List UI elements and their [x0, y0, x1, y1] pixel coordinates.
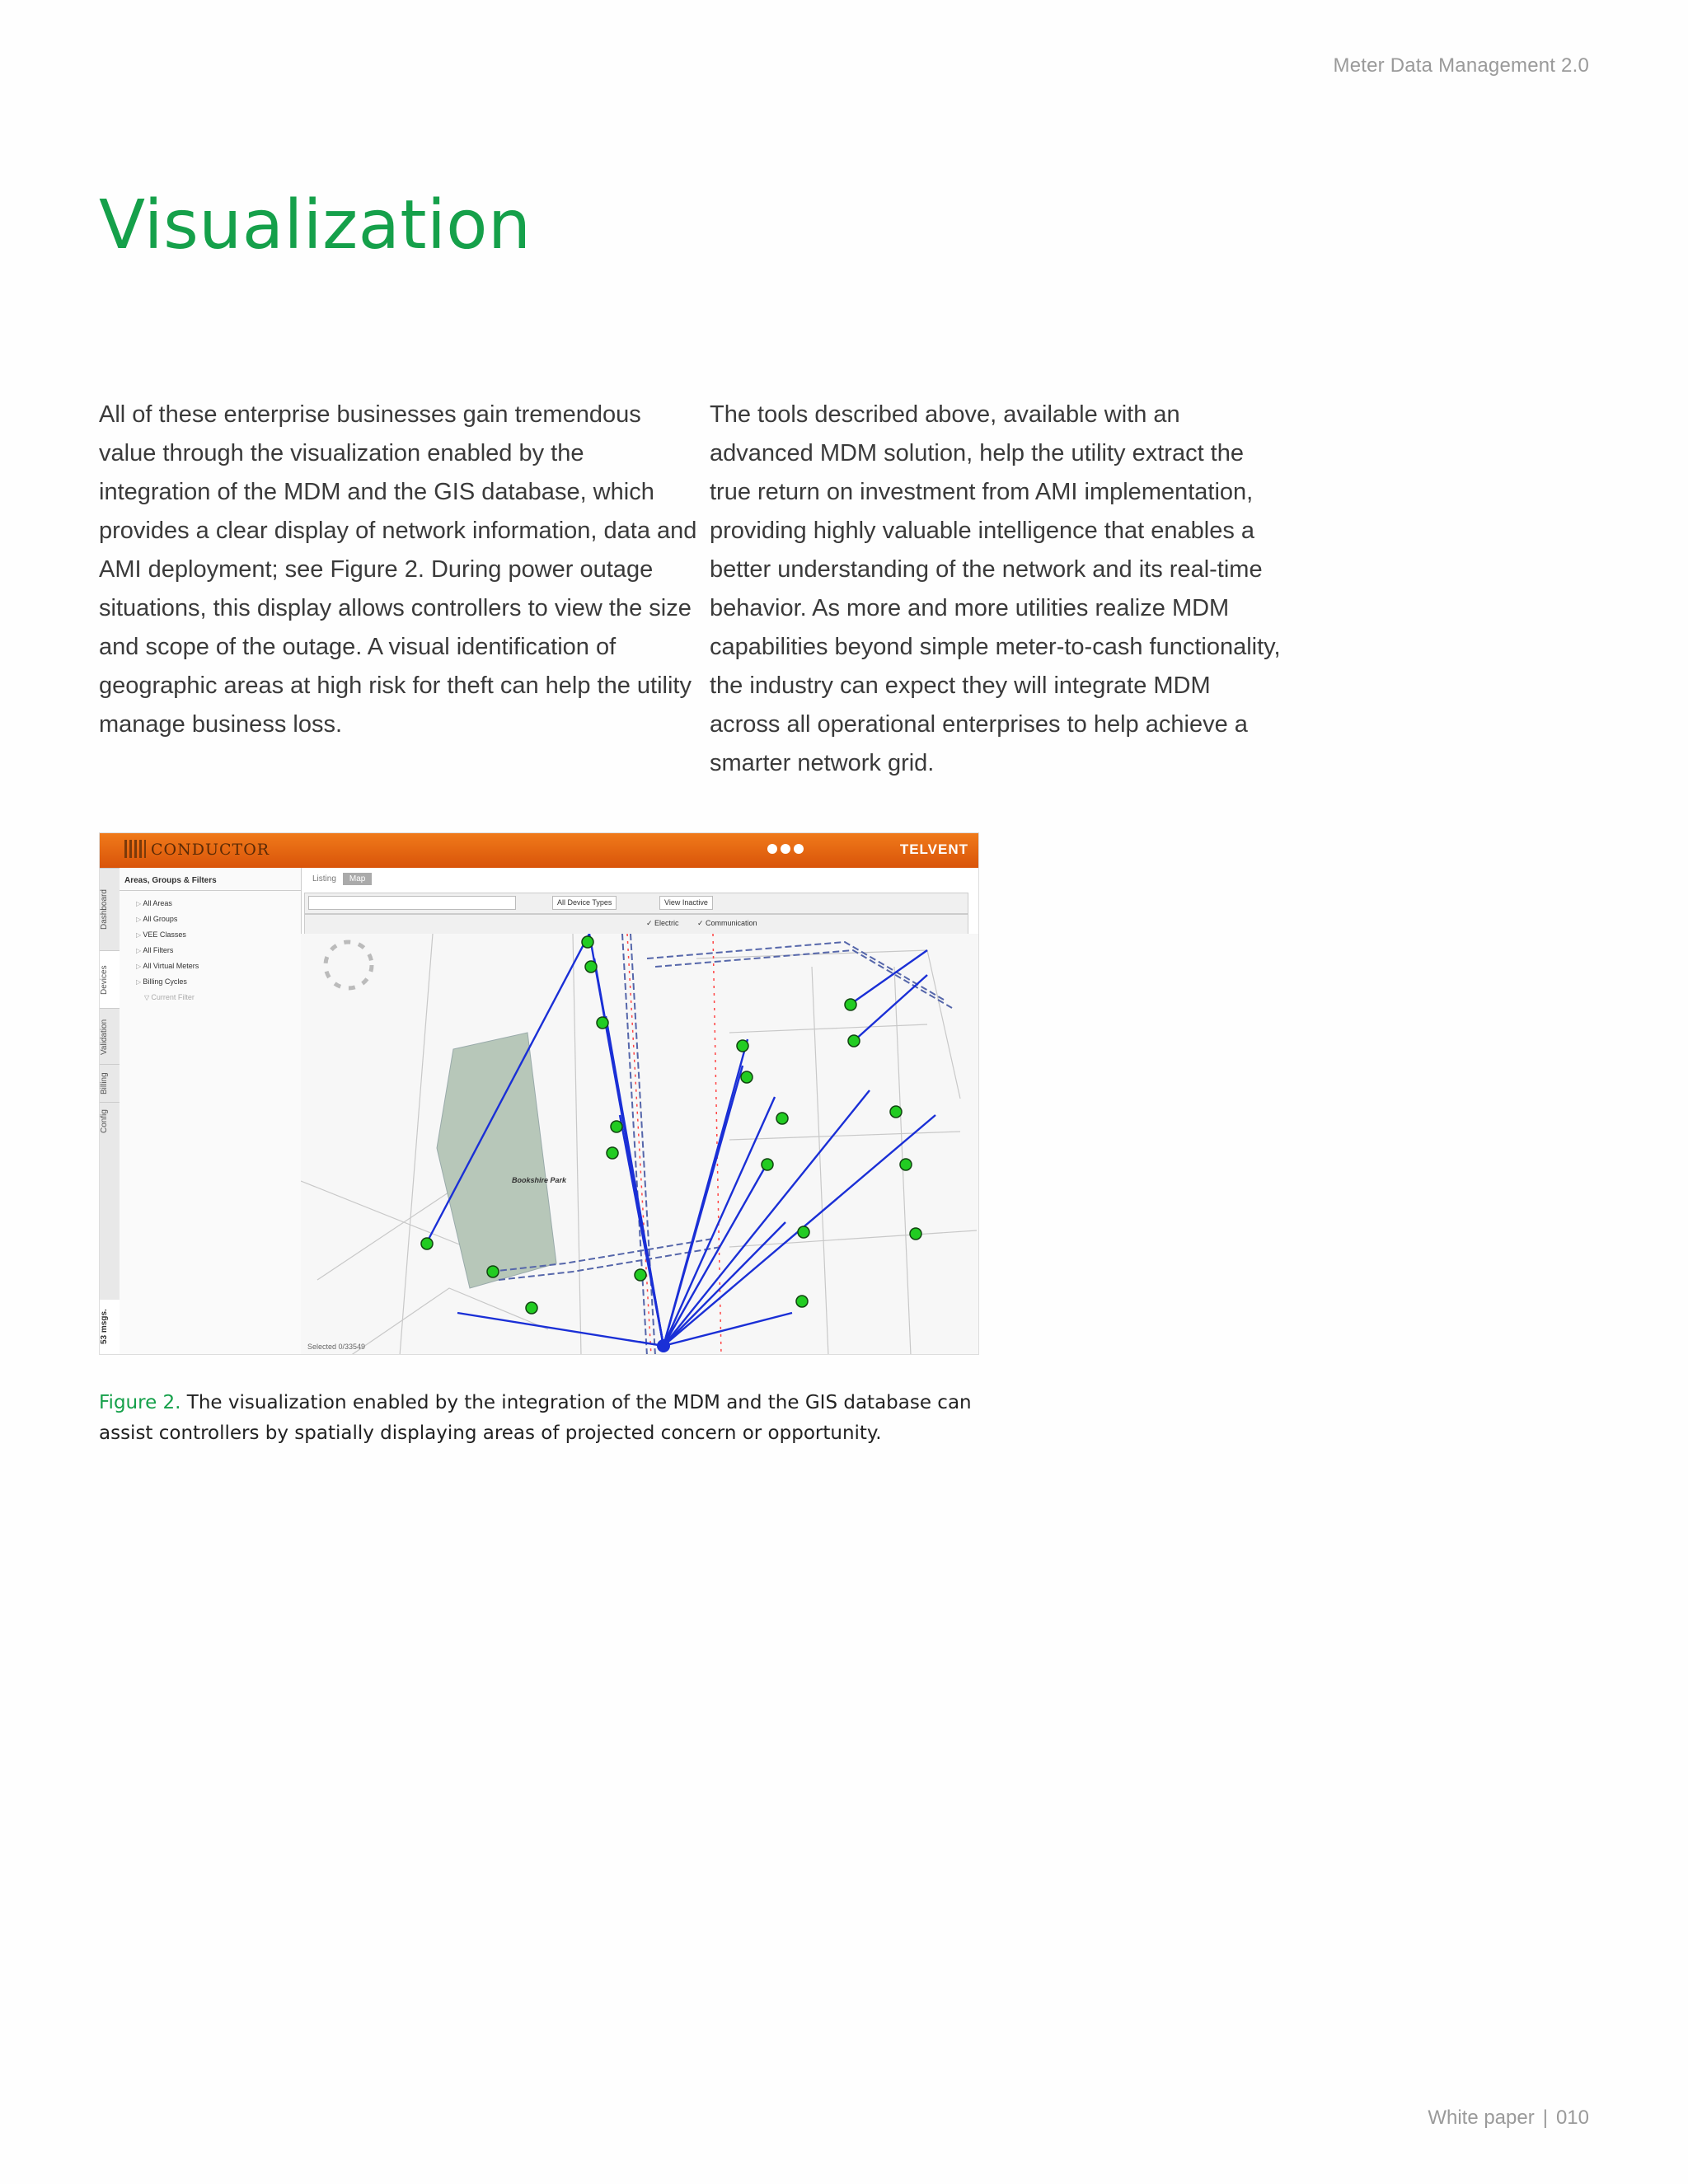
tree-item[interactable]: ▷ All Filters [136, 943, 301, 958]
view-tabs [306, 873, 372, 885]
paragraph: All of these enterprise businesses gain tremendous value through the visualization enabled by the integration of the MDM and the GIS database, which provides a clear display of network information, data and AMI deployment; see Figure 2. During power outage situations, this display allows controllers to view the size and scope of the outage. A visual identification of geographic areas at high risk for theft can help the utility manage business loss. [99, 401, 697, 738]
map-background [301, 934, 979, 1355]
info-icon[interactable] [781, 844, 790, 854]
figure-screenshot [99, 832, 979, 1355]
toolbar-icons [767, 843, 807, 858]
collector-node [657, 1339, 670, 1352]
figure-label: Figure 2. [99, 1392, 181, 1413]
logo-icon [124, 840, 146, 858]
figure-caption [99, 1388, 1006, 1449]
tab-dashboard[interactable]: Dashboard [100, 868, 120, 951]
selection-status: Selected 0/33549 [307, 1343, 366, 1351]
park-label: Bookshire Park [512, 1176, 567, 1184]
layer-communication[interactable]: ✓ Communication [697, 919, 757, 927]
tab-validation[interactable]: Validation [100, 1008, 120, 1065]
map-canvas[interactable] [301, 934, 979, 1355]
layer-electric[interactable]: ✓ Electric [646, 919, 679, 927]
tree-item[interactable]: ▷ Billing Cycles [136, 974, 301, 990]
panel-title: Areas, Groups & Filters [120, 868, 301, 891]
tab-listing[interactable]: Listing [312, 874, 336, 883]
page-footer: White paper | 010 [1428, 2107, 1589, 2129]
page-number: 010 [1555, 2107, 1589, 2129]
app-name: CONDUCTOR [151, 841, 270, 859]
map-area [301, 868, 978, 1354]
tab-map[interactable]: Map [343, 873, 372, 885]
help-icon[interactable] [767, 844, 777, 854]
close-icon[interactable] [794, 844, 804, 854]
tree-subitem[interactable]: ▽ Current Filter [136, 990, 301, 1005]
brand-label: TELVENT [899, 841, 968, 857]
side-tabs [100, 868, 120, 1354]
filters-panel [120, 868, 302, 1354]
tree-item[interactable]: ▷ All Groups [136, 912, 301, 927]
tab-config[interactable]: Config [100, 1102, 120, 1141]
search-input[interactable] [308, 896, 516, 910]
tree-item[interactable]: ▷ All Areas [136, 896, 301, 912]
body-column-left [99, 396, 701, 744]
device-type-select[interactable]: All Device Types [552, 896, 617, 910]
messages-tab[interactable]: 53 msgs. [100, 1300, 120, 1354]
caption-text: The visualization enabled by the integration of the MDM and the GIS database can assist controllers by spatially displaying areas of projected concern or opportunity. [99, 1392, 972, 1444]
body-column-right [710, 396, 1287, 783]
tree-item[interactable]: ▷ All Virtual Meters [136, 958, 301, 974]
tree-item[interactable]: ▷ VEE Classes [136, 927, 301, 943]
map-toolbar [304, 914, 968, 935]
search-toolbar [304, 893, 968, 914]
app-titlebar [100, 833, 978, 868]
tab-billing[interactable]: Billing [100, 1064, 120, 1103]
tree-list [120, 891, 301, 1005]
view-inactive-select[interactable]: View Inactive [659, 896, 713, 910]
app-logo [124, 840, 270, 859]
running-header: Meter Data Management 2.0 [1333, 54, 1589, 77]
footer-doc-type: White paper [1428, 2107, 1535, 2129]
paragraph: The tools described above, available with an advanced MDM solution, help the utility extract the true return on investment from AMI implementation, providing highly valuable intelligence that enables a better understanding of the network and its real-time behavior. As more and more utilities realize MDM capabilities beyond simple meter-to-cash functionality, the industry can expect they will integrate MDM across all operational enterprises to help achieve a smarter network grid. [710, 401, 1281, 776]
section-title: Visualization [99, 186, 532, 265]
tab-devices[interactable]: Devices [100, 950, 120, 1009]
